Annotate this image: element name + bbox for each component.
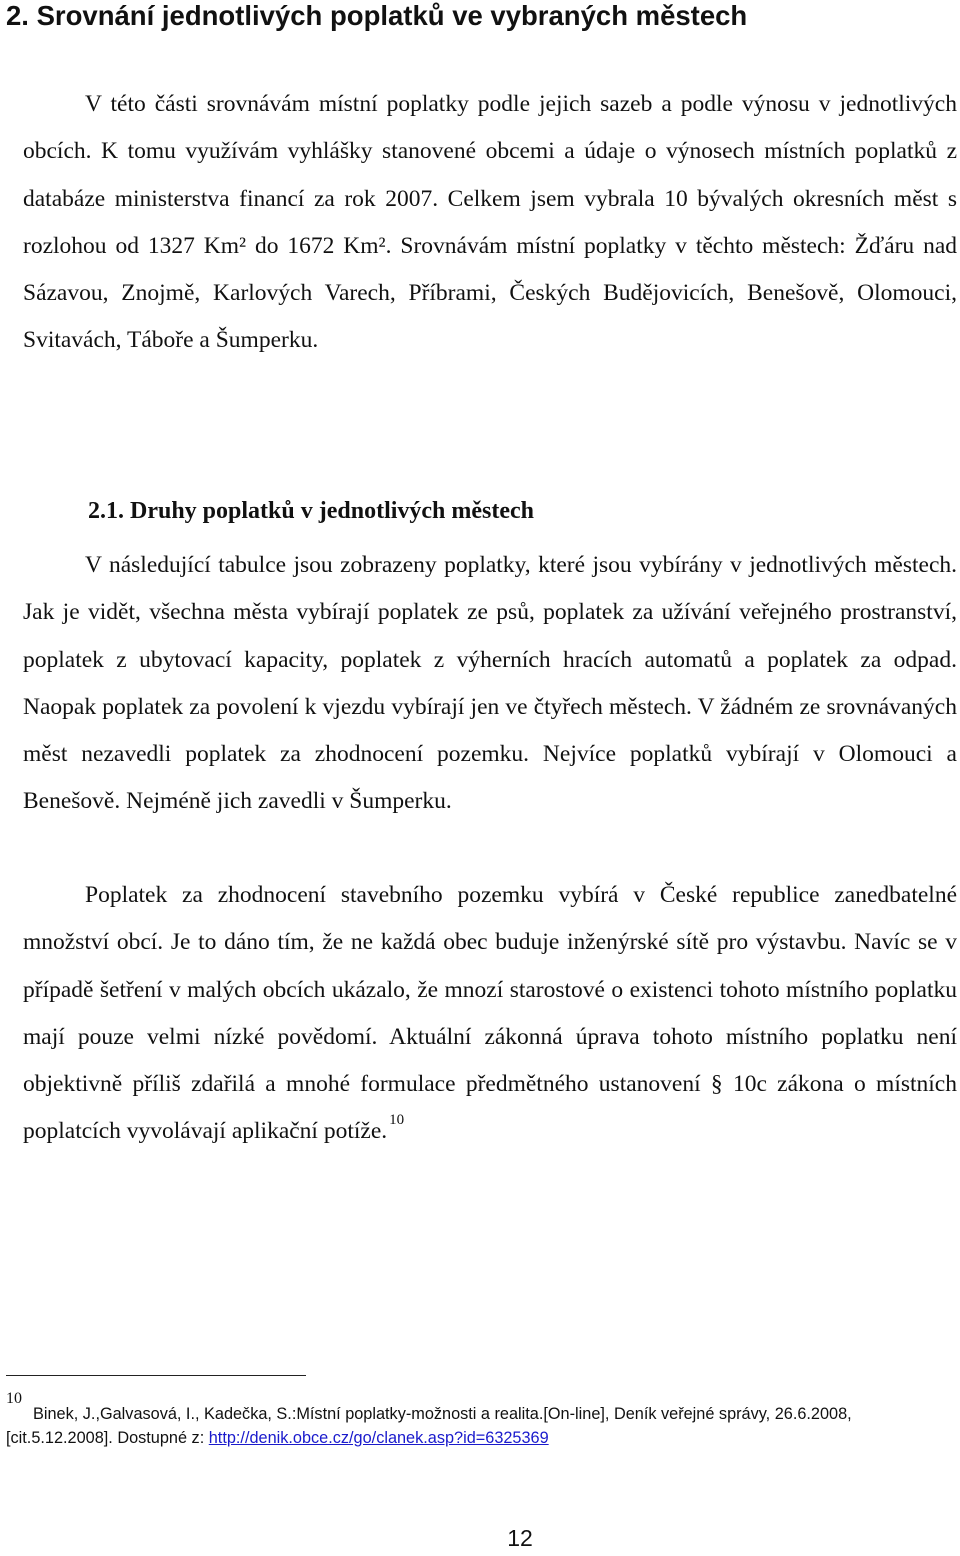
- footnote-text: Binek, J.,Galvasová, I., Kadečka, S.:Místní poplatky-možnosti a realita.[On-line], Deník veřejné správy, 26.6.2008, [cit.5.12.2008]. Dostupné z:: [6, 1405, 852, 1447]
- footnote-number: 10: [6, 1390, 22, 1407]
- footnote-divider: [6, 1375, 306, 1376]
- footnote: [6, 1402, 956, 1450]
- page-number: 12: [507, 1525, 533, 1551]
- footnote-reference[interactable]: 10: [389, 1112, 405, 1129]
- intro-paragraph: V této části srovnávám místní poplatky podle jejich sazeb a podle výnosu v jednotlivých obcích. K tomu využívám vyhlášky stanovené obcemi a údaje o výnosech místních poplatků z databáze ministerstva financí za rok 2007. Celkem jsem vybrala 10 bývalých okresních měst s rozlohou od 1327 Km² do 1672 Km². Srovnávám místní poplatky v těchto městech: Žďáru nad Sázavou, Znojmě, Karlových Varech, Příbrami, Českých Budějovicích, Benešově, Olomouci, Svitavách, Táboře a Šumperku.: [23, 91, 957, 354]
- section-heading: 2. Srovnání jednotlivých poplatků ve vybraných městech: [6, 0, 748, 31]
- fee-types-paragraph: V následující tabulce jsou zobrazeny poplatky, které jsou vybírány v jednotlivých městech. Jak je vidět, všechna města vybírají poplatek ze psů, poplatek za užívání veřejného prostranství, poplatek z ubytovací kapacity, poplatek z výherních hracích automatů a poplatek za odpad. Naopak poplatek za povolení k vjezdu vybírají jen ve čtyřech městech. V žádném ze srovnávaných měst nezavedli poplatek za zhodnocení pozemku. Nejvíce poplatků vybírají v Olomouci a Benešově. Nejméně jich zavedli v Šumperku.: [23, 552, 957, 815]
- subsection-heading: 2.1. Druhy poplatků v jednotlivých městech: [88, 498, 535, 524]
- footnote-link[interactable]: http://denik.obce.cz/go/clanek.asp?id=6325369: [208, 1429, 549, 1447]
- land-fee-paragraph: [23, 872, 957, 1159]
- land-fee-text: Poplatek za zhodnocení stavebního pozemku vybírá v České republice zanedbatelné množství obcí. Je to dáno tím, že ne každá obec buduje inženýrské sítě pro výstavbu. Navíc se v případě šetření v malých obcích ukázalo, že mnozí starostové o existenci tohoto místního poplatku mají pouze velmi nízké povědomí. Aktuální zákonná úprava tohoto místního poplatku není objektivně příliš zdařilá a mnohé formulace předmětného ustanovení § 10c zákona o místních poplatcích vyvolávají aplikační potíže.: [23, 882, 957, 1145]
